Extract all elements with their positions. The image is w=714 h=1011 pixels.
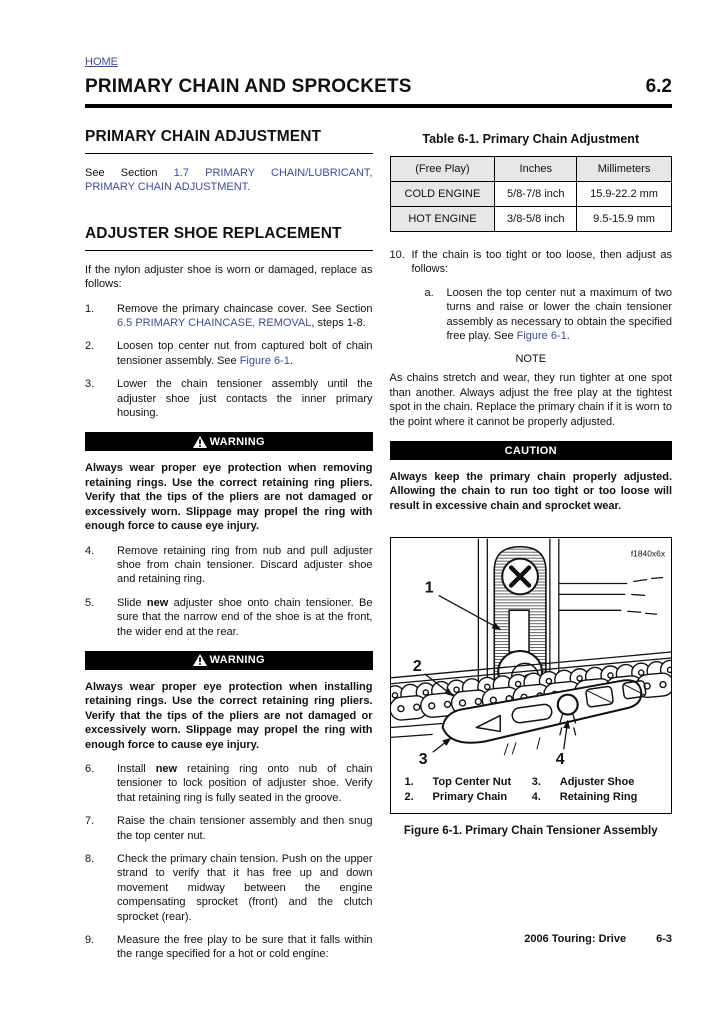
caution-label: CAUTION (504, 444, 557, 457)
figure-6-1-link[interactable]: Figure 6-1 (239, 354, 290, 367)
emphasized-word: new (155, 762, 178, 775)
step-text-part: Slide (117, 596, 147, 609)
table-header-inches: Inches (495, 157, 577, 182)
figure-6-1-frame (390, 537, 673, 814)
figure-callout-3: 3 (418, 751, 428, 767)
step-text-part: , steps 1-8. (311, 317, 366, 330)
footer-page-number: 6-3 (656, 933, 672, 945)
legend-label: Adjuster Shoe (559, 776, 635, 789)
step-number: 3. (85, 378, 95, 391)
cold-engine-inches: 5/8-7/8 inch (495, 182, 577, 207)
warning-banner-1 (85, 432, 373, 451)
step-2 (85, 339, 373, 368)
figure-callout-4: 4 (555, 751, 565, 767)
legend-item (532, 776, 659, 788)
figure-callout-2: 2 (412, 658, 422, 676)
step-10a (425, 286, 673, 344)
warning-triangle-icon (193, 654, 207, 666)
chain-lower-edge (391, 724, 443, 738)
step-text: Remove retaining ring from nub and pull adjuster shoe from chain tensioner. Discard adjuster shoe and retaining ring. (117, 544, 373, 586)
intro-text: See Section (85, 167, 174, 179)
table-header-free-play: (Free Play) (390, 157, 495, 182)
substep-text (447, 286, 673, 344)
note-label: NOTE (515, 353, 547, 366)
step-text (117, 339, 373, 368)
figure-callout-1: 1 (424, 579, 434, 597)
figure-illustration (391, 538, 671, 766)
step-text: Measure the free play to be sure that it falls within the range specified for a hot or cold engine: (117, 934, 373, 961)
step-text (117, 762, 373, 805)
step-text-part: . (289, 354, 293, 367)
emphasized-word: new (146, 596, 169, 609)
legend-item (405, 776, 532, 788)
warning-label: WARNING (209, 654, 265, 667)
table-row (390, 182, 672, 207)
footer-manual-title: 2006 Touring: Drive (524, 933, 627, 945)
legend-column-left (405, 773, 532, 803)
step-number: 4. (85, 544, 95, 557)
chapter-header (85, 76, 672, 98)
callout-3-arrow (432, 739, 450, 753)
page-title: PRIMARY CHAIN AND SPROCKETS (85, 76, 412, 97)
step-1 (85, 302, 373, 331)
step-5 (85, 596, 373, 639)
left-column (85, 128, 373, 971)
legend-item (405, 791, 532, 803)
legend-item (532, 791, 659, 803)
step-10 (390, 248, 673, 277)
section-heading-adjuster-shoe-replacement: ADJUSTER SHOE REPLACEMENT (85, 225, 373, 251)
row-label-hot-engine: HOT ENGINE (390, 207, 495, 232)
right-column (390, 128, 673, 971)
substep-letter: a. (424, 286, 434, 299)
step-text: Check the primary chain tension. Push on the upper strand to verify that it has free up and down movement midway between the engine compensating sprocket (front) and the clutch sprocket (rear). (117, 853, 373, 923)
step-7 (85, 814, 373, 843)
step-number: 1. (85, 302, 95, 315)
section-6-5-link[interactable]: 6.5 PRIMARY CHAINCASE, REMOVAL (117, 317, 312, 330)
adjuster-intro-paragraph: If the nylon adjuster shoe is worn or damaged, replace as follows: (85, 263, 373, 291)
hot-engine-mm: 9.5-15.9 mm (577, 207, 672, 232)
legend-label: Retaining Ring (559, 791, 638, 804)
step-text-part: Loosen top center nut from captured bolt of chain tensioner assembly. See (117, 340, 373, 367)
step-text (117, 596, 373, 639)
substep-text-part: Loosen the top center nut a maximum of two turns and raise or lower the chain tensioner assembly as necessary to obtain the specified free play. See (446, 286, 672, 343)
table-header-millimeters: Millimeters (577, 157, 672, 182)
hot-engine-inches: 3/8-5/8 inch (495, 207, 577, 232)
warning-label: WARNING (209, 435, 265, 448)
table-title: Table 6-1. Primary Chain Adjustment (422, 132, 640, 146)
step-number: 8. (85, 853, 95, 865)
note-text: As chains stretch and wear, they run tighter at one spot than another. Always adjust the free play at the tightest spot in the chain. Replace the primary chain if it is worn to the point where it cannot be properly adjusted. (389, 372, 672, 428)
figure-6-1-link[interactable]: Figure 6-1 (516, 330, 567, 343)
hidden-edge-lines (558, 578, 662, 615)
caution-text: Always keep the primary chain properly adjusted. Allowing the chain to run too tight or too loose will result in excessive chain and sprocket wear. (389, 471, 672, 512)
header-rule (85, 104, 672, 108)
section-heading-primary-chain-adjustment: PRIMARY CHAIN ADJUSTMENT (85, 128, 373, 154)
step-text-part: retaining ring onto nub of chain tensioner to lock position of adjuster shoe. Verify that retaining ring is fully seated in the groove. (117, 762, 373, 804)
legend-label: Top Center Nut (432, 776, 512, 789)
step-text-part: Remove the primary chaincase cover. See Section (117, 302, 373, 315)
chapter-number: 6.2 (645, 76, 672, 97)
adjuster-slot-graphic (509, 611, 529, 653)
legend-number: 1. (404, 776, 414, 789)
section-intro-paragraph (85, 166, 373, 195)
step-4 (85, 544, 373, 587)
step-number: 9. (85, 934, 95, 947)
row-label-cold-engine: COLD ENGINE (390, 182, 495, 207)
legend-number: 2. (404, 791, 414, 804)
step-number: 5. (85, 596, 95, 609)
cold-engine-mm: 15.9-22.2 mm (577, 182, 672, 207)
warning-banner-2 (85, 651, 373, 670)
step-text: If the chain is too tight or too loose, then adjust as follows: (411, 249, 672, 276)
warning-text-removing: Always wear proper eye protection when removing retaining rings. Use the correct retaining ring pliers. Verify that the tips of the pliers are not damaged or excessively worn. Slippage may propel the ring with enough force to cause eye injury. (85, 462, 373, 533)
substep-text-part: . (566, 330, 570, 343)
figure-legend (391, 771, 672, 813)
page-footer (85, 933, 672, 945)
two-column-layout (85, 128, 672, 971)
step-number: 2. (85, 340, 95, 353)
section-1-7-link[interactable]: 1.7 PRIMARY CHAIN/LUBRICANT, PRIMARY CHAIN ADJUSTMENT. (85, 167, 373, 194)
home-link[interactable]: HOME (85, 56, 118, 68)
legend-column-right (532, 773, 659, 803)
step-number: 7. (85, 815, 95, 828)
legend-label: Primary Chain (432, 791, 508, 804)
legend-number: 3. (531, 776, 541, 789)
step-text: Raise the chain tensioner assembly and then snug the top center nut. (117, 815, 373, 842)
table-header-row (390, 157, 672, 182)
figure-caption: Figure 6-1. Primary Chain Tensioner Assembly (403, 825, 658, 838)
figure-image-code: f1840x6x (630, 548, 665, 559)
warning-text-installing: Always wear proper eye protection when installing retaining rings. Use the correct retaining ring pliers. Verify that the tips of the pliers are not damaged or excessively worn. Slippage may propel the ring with enough force to cause eye injury. (85, 680, 373, 751)
step-number: 10. (389, 249, 405, 261)
table-row (390, 207, 672, 232)
step-8 (85, 852, 373, 924)
caution-banner (390, 441, 673, 460)
step-text: Lower the chain tensioner assembly until the adjuster shoe just contacts the inner primary housing. (117, 378, 373, 420)
step-text-part: Install (117, 762, 156, 775)
callout-4-arrow (563, 721, 567, 750)
step-3 (85, 377, 373, 420)
chain-adjustment-table (390, 156, 673, 232)
warning-triangle-icon (193, 436, 207, 448)
step-6 (85, 762, 373, 805)
callout-1-arrow (438, 596, 500, 630)
step-number: 6. (85, 762, 95, 775)
legend-number: 4. (531, 791, 541, 804)
step-text-part: adjuster shoe onto chain tensioner. Be sure that the narrow end of the shoe is at the front, the wider end at the rear. (117, 596, 373, 638)
step-text (117, 302, 373, 331)
